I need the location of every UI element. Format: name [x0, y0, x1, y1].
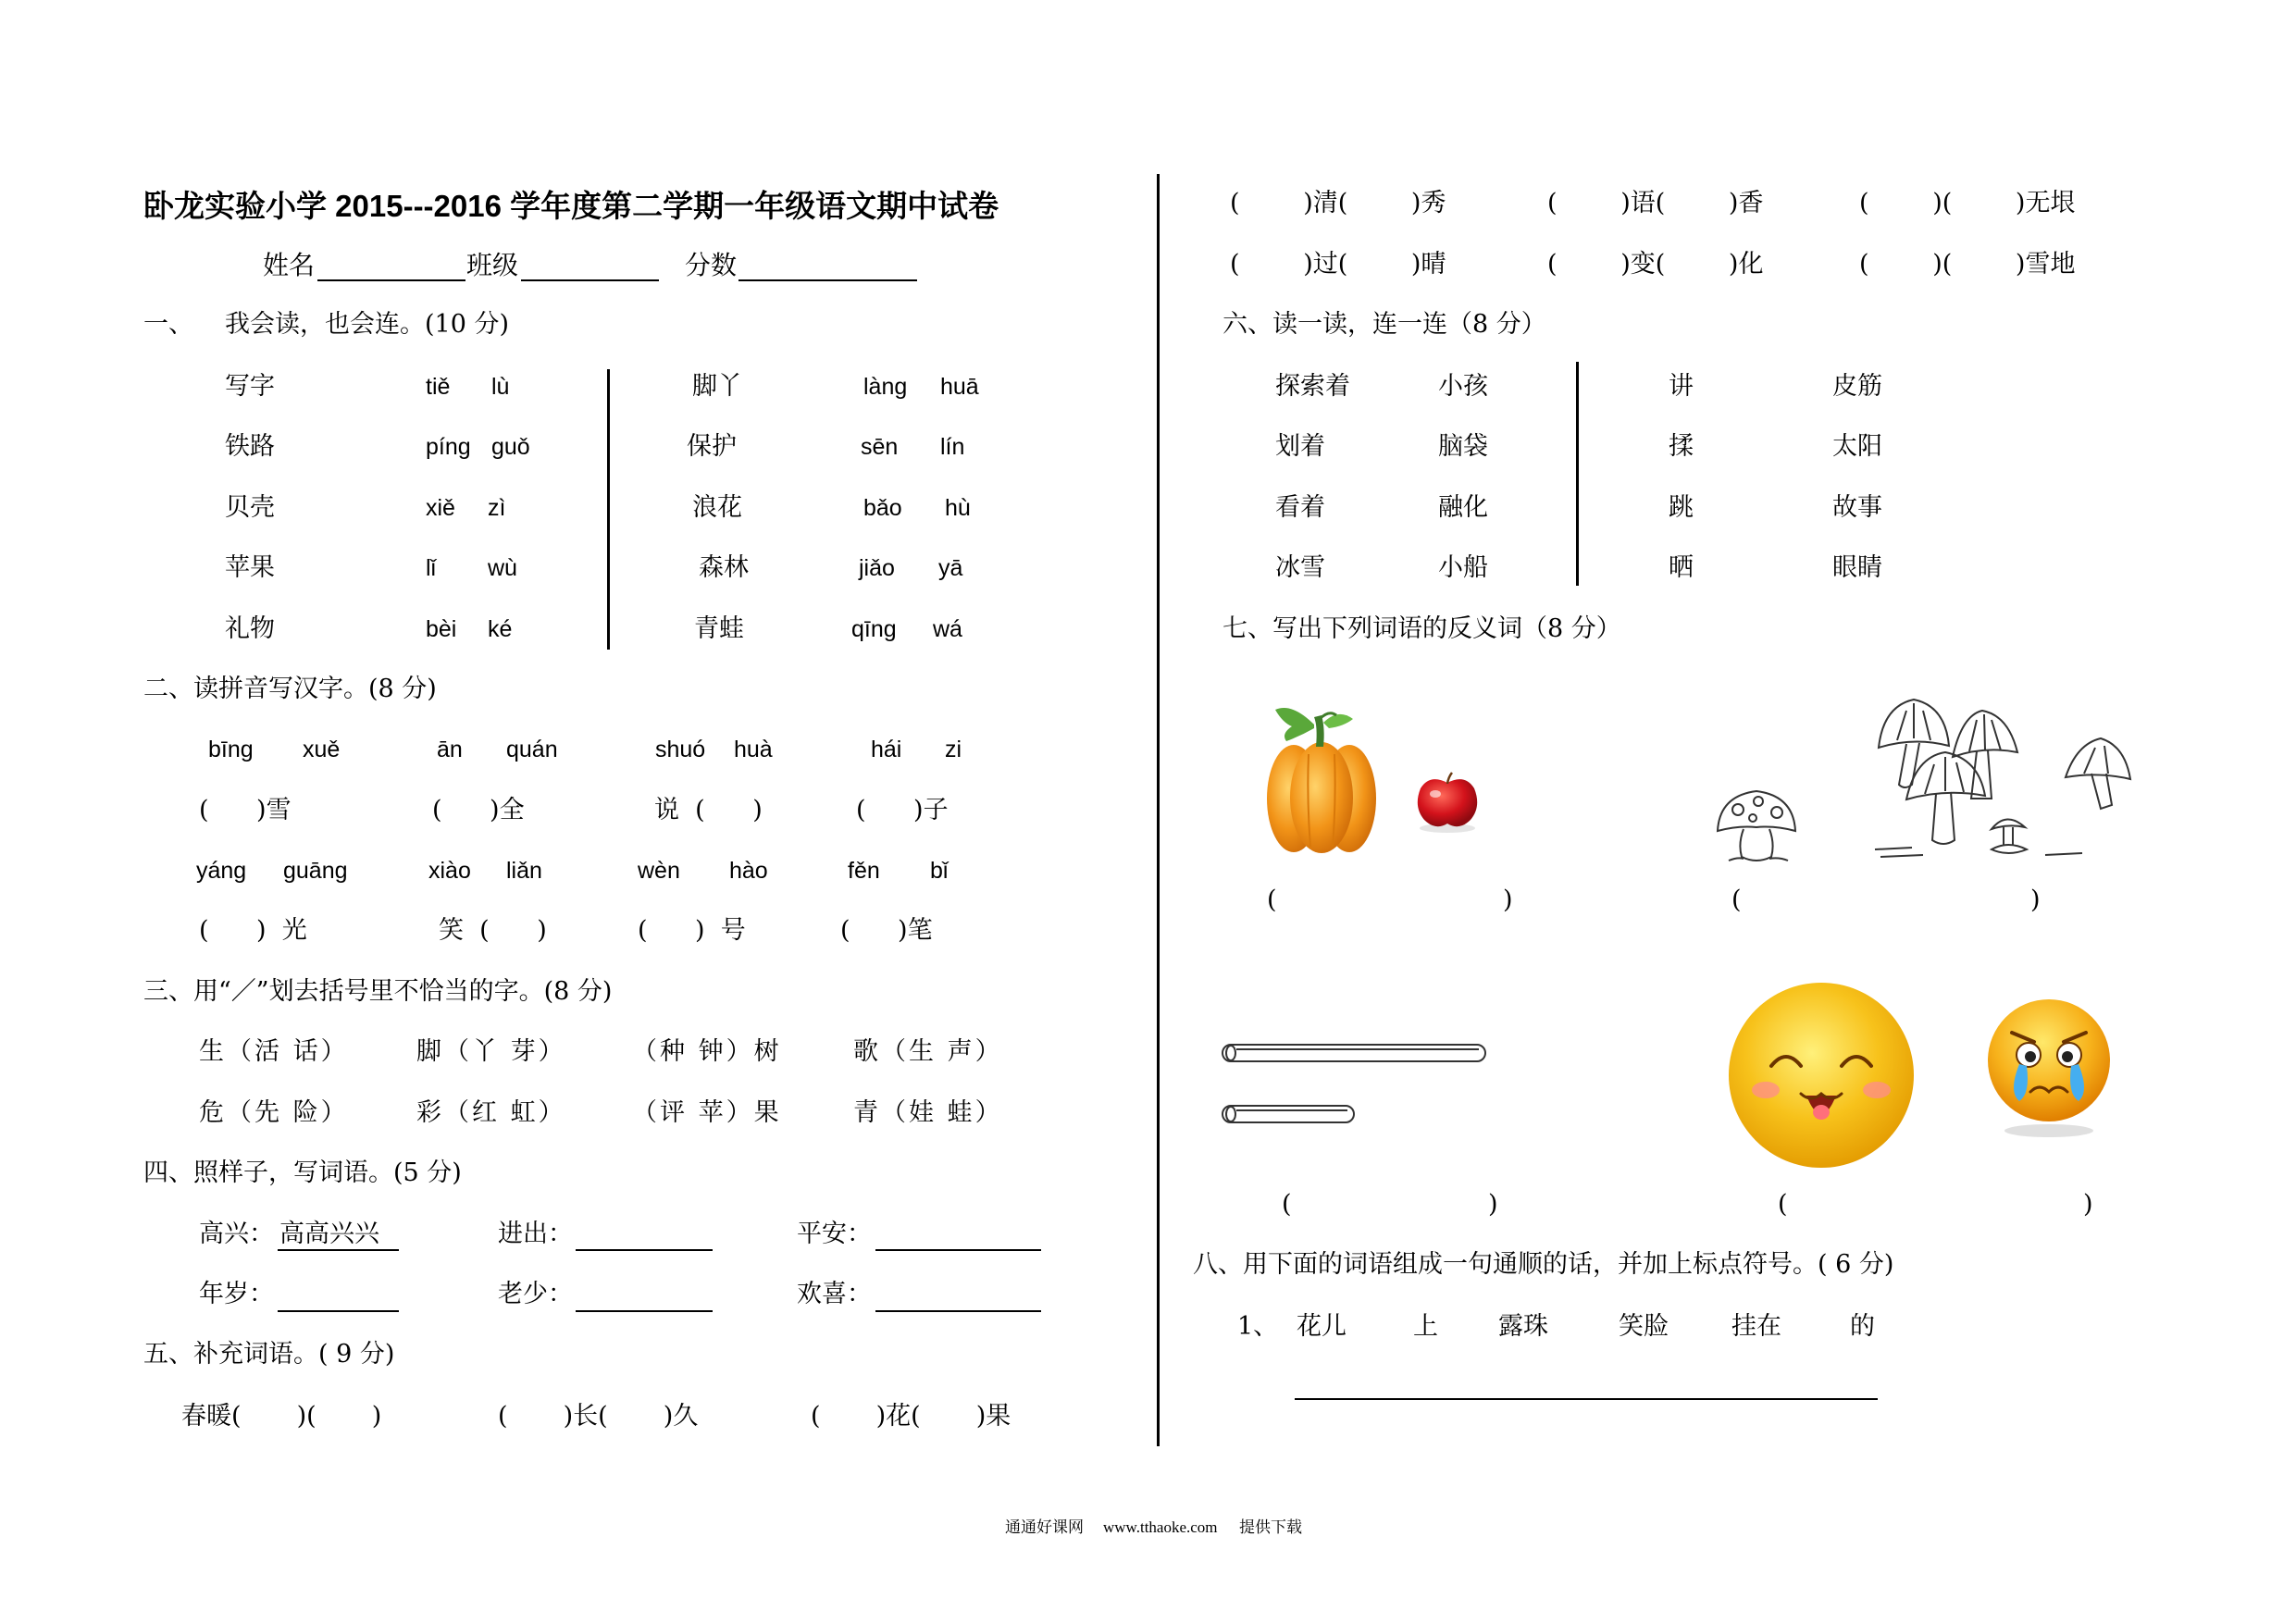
answer-line	[875, 1310, 1041, 1312]
pinyin-syllable: wá	[933, 616, 962, 642]
pinyin-syllable: bǐ	[930, 858, 949, 884]
fill-in-blank: ( )雪	[199, 796, 292, 824]
match-word: 探索着	[1275, 372, 1350, 401]
word-left: 苹果	[225, 553, 275, 582]
section1-number: 一、	[143, 310, 193, 339]
fill-in-blank: ( )全	[432, 796, 525, 824]
choice-item: （评 苹）果	[632, 1098, 782, 1127]
section1-divider	[607, 369, 610, 650]
apple-icon	[1411, 770, 1483, 835]
score-label: 分数	[685, 250, 738, 280]
item-number: 1、	[1237, 1312, 1279, 1341]
choice-item: （种 钟）树	[632, 1037, 782, 1066]
example-answer: 高高兴兴	[279, 1220, 379, 1248]
section8-heading: 八、用下面的词语组成一句通顺的话，并加上标点符号。( 6 分)	[1193, 1250, 1894, 1279]
section6-divider	[1576, 362, 1579, 586]
pinyin-syllable: guǒ	[491, 434, 530, 460]
pinyin-syllable: hào	[729, 858, 768, 884]
match-word: 晒	[1669, 553, 1694, 582]
word-left: 铁路	[225, 432, 275, 461]
match-word: 跳	[1669, 493, 1694, 522]
choice-item: 青（娃 蛙）	[853, 1098, 1003, 1127]
score-blank-line	[738, 279, 917, 281]
answer-bracket-close: )	[2083, 1190, 2093, 1219]
pinyin-syllable: liǎn	[506, 858, 542, 884]
match-word: 冰雪	[1275, 553, 1325, 582]
pinyin-syllable: píng	[426, 434, 471, 460]
pinyin-syllable: quán	[506, 737, 558, 762]
section1-heading: 我会读，也会连。(10 分)	[225, 310, 510, 339]
pinyin-syllable: tiě	[426, 374, 451, 400]
section7-heading: 七、写出下列词语的反义词（8 分）	[1222, 614, 1621, 643]
pinyin-syllable: bǎo	[863, 495, 902, 521]
pinyin-syllable: zì	[488, 495, 506, 521]
match-word: 脑袋	[1438, 432, 1488, 461]
fill-in-phrase: ( )变( )化	[1547, 250, 1764, 279]
sentence-answer-line	[1295, 1398, 1878, 1400]
pinyin-syllable: hù	[945, 495, 971, 521]
answer-bracket-open: (	[1267, 886, 1277, 914]
match-word: 划着	[1275, 432, 1325, 461]
pinyin-syllable: jiǎo	[859, 555, 895, 581]
crying-face-icon	[1982, 996, 2116, 1140]
short-stick-icon	[1220, 1101, 1359, 1129]
answer-bracket-close: )	[1488, 1190, 1498, 1219]
word-right: 浪花	[692, 493, 742, 522]
match-word: 讲	[1669, 372, 1694, 401]
choice-item: 生（活 话）	[199, 1037, 349, 1066]
answer-bracket-close: )	[2030, 886, 2041, 914]
fill-in-blank: 笑 ( )	[439, 916, 547, 945]
fill-in-phrase: ( )( )无垠	[1859, 189, 2076, 217]
answer-bracket-open: (	[1282, 1190, 1292, 1219]
word-right: 森林	[699, 553, 749, 582]
word-right: 保护	[687, 432, 737, 461]
pinyin-syllable: zi	[945, 737, 962, 762]
match-word: 皮筋	[1832, 372, 1882, 401]
answer-bracket-open: (	[1778, 1190, 1788, 1219]
answer-line	[576, 1310, 713, 1312]
answer-bracket-open: (	[1731, 886, 1742, 914]
word-prompt: 欢喜：	[797, 1280, 872, 1308]
name-blank-line	[317, 279, 465, 281]
section3-heading: 三、用“／”划去括号里不恰当的字。(8 分)	[143, 977, 613, 1006]
pinyin-syllable: xiě	[426, 495, 455, 521]
pinyin-syllable: xiào	[428, 858, 471, 884]
footer-site-name: 通通好课网	[1005, 1518, 1084, 1536]
pinyin-syllable: bèi	[426, 616, 457, 642]
word-right: 脚丫	[692, 372, 742, 401]
pinyin-syllable: wèn	[638, 858, 680, 884]
pinyin-syllable: lín	[940, 434, 965, 460]
word-left: 写字	[225, 372, 275, 401]
sentence-word: 露珠	[1498, 1312, 1548, 1341]
fill-in-blank: ( ) 号	[638, 916, 746, 945]
fill-in-blank: 说 ( )	[654, 796, 763, 824]
fill-in-phrase: ( )语( )香	[1547, 189, 1764, 217]
mushrooms-icon	[1869, 692, 2138, 862]
example-label: 高兴：	[199, 1220, 274, 1248]
long-stick-icon	[1220, 1040, 1490, 1068]
answer-bracket-close: )	[1503, 886, 1513, 914]
match-word: 小船	[1438, 553, 1488, 582]
fill-in-blank: ( )子	[856, 796, 949, 824]
sentence-word: 上	[1413, 1312, 1438, 1341]
column-divider	[1157, 174, 1160, 1446]
match-word: 揉	[1669, 432, 1694, 461]
sentence-word: 花儿	[1297, 1312, 1347, 1341]
page-title: 卧龙实验小学 2015---2016 学年度第二学期一年级语文期中试卷	[143, 189, 999, 223]
pinyin-syllable: bīng	[208, 737, 254, 762]
name-label: 姓名	[263, 250, 316, 280]
fill-in-blank: ( ) 光	[199, 916, 307, 945]
choice-item: 歌（生 声）	[853, 1037, 1003, 1066]
pinyin-syllable: sēn	[861, 434, 899, 460]
fill-in-blank: ( )笔	[840, 916, 933, 945]
class-blank-line	[521, 279, 659, 281]
pinyin-syllable: qīng	[851, 616, 897, 642]
fill-in-phrase: 春暖( )( )	[181, 1402, 382, 1431]
match-word: 眼睛	[1832, 553, 1882, 582]
happy-face-icon	[1723, 977, 1919, 1173]
pinyin-syllable: huā	[940, 374, 979, 400]
word-left: 贝壳	[225, 493, 275, 522]
pinyin-syllable: huà	[734, 737, 773, 762]
word-prompt: 年岁：	[199, 1280, 274, 1308]
fill-in-phrase: ( )( )雪地	[1859, 250, 2076, 279]
example-answer-underline	[278, 1249, 399, 1251]
choice-item: 脚（丫 芽）	[416, 1037, 566, 1066]
choice-item: 危（先 险）	[199, 1098, 349, 1127]
pinyin-syllable: làng	[863, 374, 908, 400]
word-prompt: 老少：	[498, 1280, 573, 1308]
class-label: 班级	[466, 250, 519, 280]
pinyin-syllable: ké	[488, 616, 513, 642]
choice-item: 彩（红 虹）	[416, 1098, 566, 1127]
answer-line	[278, 1310, 399, 1312]
pinyin-syllable: lù	[491, 374, 510, 400]
section6-heading: 六、读一读，连一连（8 分）	[1222, 310, 1546, 339]
pinyin-syllable: xuě	[303, 737, 341, 762]
match-word: 小孩	[1438, 372, 1488, 401]
section5-heading: 五、补充词语。( 9 分)	[143, 1340, 395, 1369]
pinyin-syllable: lǐ	[426, 555, 437, 581]
pumpkin-icon	[1264, 699, 1380, 856]
fill-in-phrase: ( )清( )秀	[1230, 189, 1446, 217]
pinyin-syllable: fěn	[848, 858, 880, 884]
match-word: 故事	[1832, 493, 1882, 522]
footer-url: www.tthaoke.com	[1103, 1518, 1218, 1536]
pinyin-syllable: yā	[938, 555, 963, 581]
match-word: 太阳	[1832, 432, 1882, 461]
word-prompt: 进出：	[498, 1220, 573, 1248]
word-right: 青蛙	[694, 614, 744, 643]
match-word: 融化	[1438, 493, 1488, 522]
section4-heading: 四、照样子，写词语。(5 分)	[143, 1158, 462, 1187]
pinyin-syllable: hái	[871, 737, 902, 762]
fill-in-phrase: ( )过( )晴	[1230, 250, 1446, 279]
pinyin-syllable: shuó	[655, 737, 706, 762]
pinyin-syllable: wù	[488, 555, 517, 581]
pinyin-syllable: guāng	[283, 858, 348, 884]
pinyin-syllable: yáng	[196, 858, 247, 884]
section2-heading: 二、读拼音写汉字。(8 分)	[143, 675, 437, 703]
sentence-word: 的	[1850, 1312, 1875, 1341]
fill-in-phrase: ( )长( )久	[498, 1402, 699, 1431]
footer-note: 提供下载	[1239, 1518, 1302, 1536]
sentence-word: 挂在	[1731, 1312, 1781, 1341]
word-prompt: 平安：	[797, 1220, 872, 1248]
pinyin-syllable: ān	[437, 737, 463, 762]
answer-line	[875, 1249, 1041, 1251]
word-left: 礼物	[225, 614, 275, 643]
answer-line	[576, 1249, 713, 1251]
sentence-word: 笑脸	[1619, 1312, 1669, 1341]
match-word: 看着	[1275, 493, 1325, 522]
fill-in-phrase: ( )花( )果	[811, 1402, 1011, 1431]
mushroom-icon	[1710, 787, 1803, 866]
